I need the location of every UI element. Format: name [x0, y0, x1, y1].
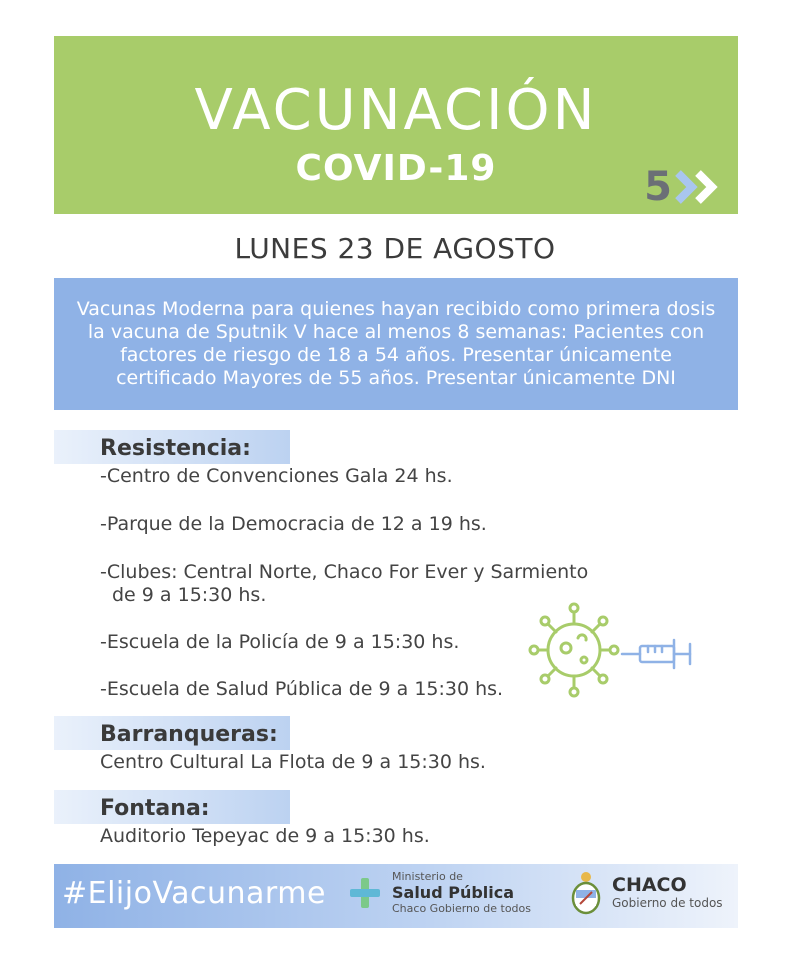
location-item: Centro Cultural La Flota de 9 a 15:30 hs.: [100, 751, 486, 773]
ministry-name: Salud Pública: [392, 883, 515, 902]
section-title-resistencia: Resistencia:: [100, 436, 251, 461]
chaco-sub: Gobierno de todos: [612, 896, 723, 910]
info-box: [54, 278, 738, 410]
health-cross-icon: [348, 876, 382, 910]
info-text: Vacunas Moderna para quienes hayan recibido como primera dosis la vacuna de Sputnik V hace al menos 8 semanas: Pacientes con factores de riesgo de 18 a 54 años. Presentar únicamente certificado Mayores de 55 años. Presentar únicamente DNI: [76, 298, 716, 389]
chaco-name: CHACO: [612, 874, 687, 896]
location-item-continuation: de 9 a 15:30 hs.: [112, 584, 267, 606]
location-item: -Parque de la Democracia de 12 a 19 hs.: [100, 513, 487, 535]
syringe-icon: [622, 640, 690, 668]
location-item: -Escuela de Salud Pública de 9 a 15:30 hs.: [100, 678, 504, 700]
location-item: -Clubes: Central Norte, Chaco For Ever y Sarmiento: [100, 561, 589, 583]
location-item: Auditorio Tepeyac de 9 a 15:30 hs.: [100, 825, 430, 847]
location-item: -Escuela de la Policía de 9 a 15:30 hs.: [100, 631, 460, 653]
ministry-logo: [348, 870, 531, 915]
section-title-fontana: Fontana:: [100, 796, 210, 821]
page-title: VACUNACIÓN: [194, 78, 598, 143]
chaco-shield-icon: [568, 870, 604, 916]
hashtag: #ElijoVacunarme: [62, 876, 326, 911]
header-banner: [54, 36, 738, 214]
section-title-barranqueras: Barranqueras:: [100, 722, 278, 747]
logo-number: 5: [644, 164, 672, 210]
canal-5-logo: [644, 164, 728, 210]
chaco-logo: [568, 870, 723, 916]
ministry-label: Ministerio de: [392, 870, 463, 883]
date-heading: LUNES 23 DE AGOSTO: [234, 232, 556, 265]
location-item: -Centro de Convenciones Gala 24 hs.: [100, 465, 453, 487]
footer-bar: [54, 864, 738, 928]
double-chevron-icon: [672, 167, 728, 207]
virus-syringe-illustration: [528, 600, 704, 700]
page-subtitle: COVID-19: [295, 148, 497, 189]
virus-icon: [530, 604, 618, 696]
ministry-sub: Chaco Gobierno de todos: [392, 902, 531, 915]
